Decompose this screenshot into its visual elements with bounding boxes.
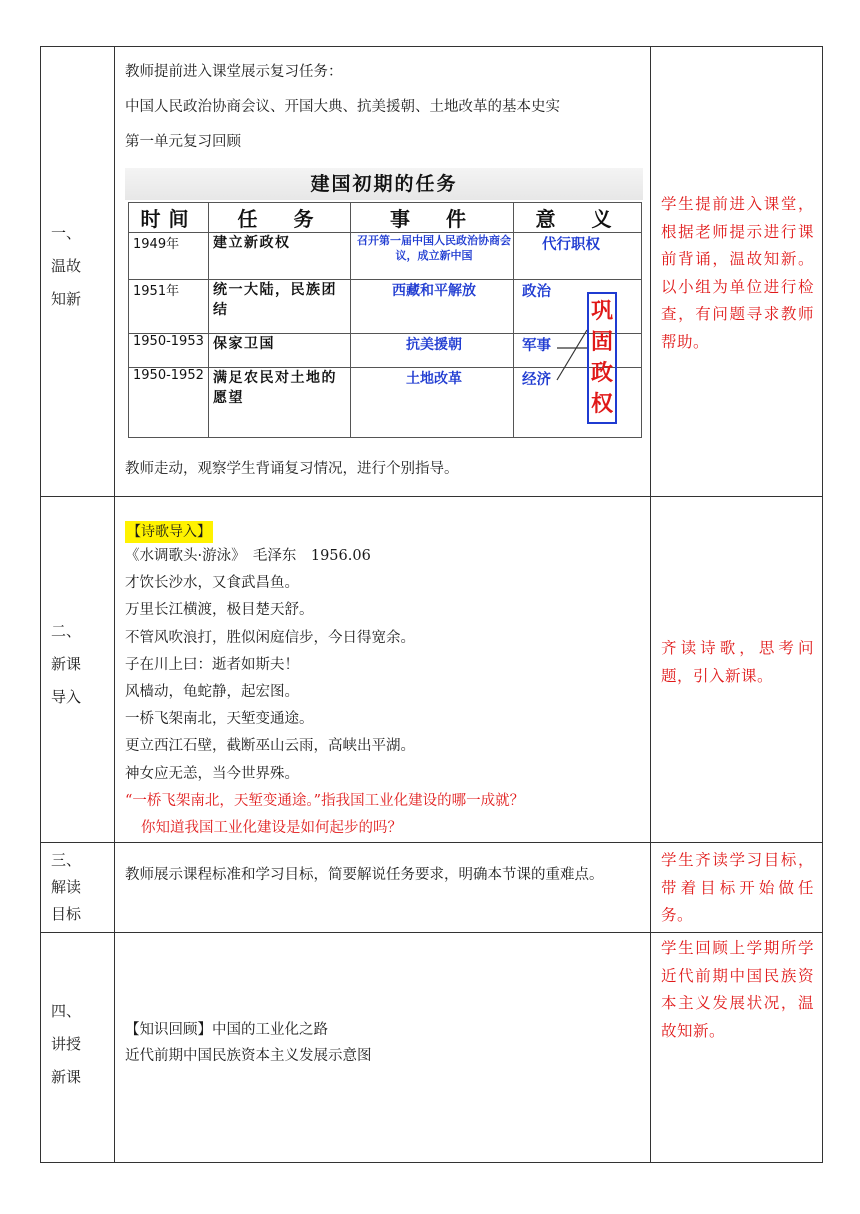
step-number: 四、 xyxy=(51,1002,82,1021)
poem-line: 不管风吹浪打，胜似闲庭信步，今日得宽余。 xyxy=(125,629,415,646)
poem-line: 一桥飞架南北，天堑变通途。 xyxy=(125,711,314,728)
task-cell: 统一大陆，民族团结 xyxy=(209,280,351,334)
poem-line: 神女应无恙，当今世界殊。 xyxy=(125,765,299,782)
step-title-line1: 讲授 xyxy=(51,1035,82,1054)
step-cell xyxy=(41,933,115,1163)
meaning-cell: 代行职权 xyxy=(514,233,642,280)
meaning-cell: 军事 xyxy=(514,334,642,368)
step-title-line1: 解读 xyxy=(51,878,82,897)
consolidate-power-label xyxy=(587,292,617,424)
step-title-line2: 知新 xyxy=(51,290,82,308)
teacher-text: 第一单元复习回顾 xyxy=(125,134,241,150)
student-activity-cell xyxy=(651,47,823,497)
teacher-activity-cell xyxy=(115,843,651,933)
consolidate-text: 巩固政权 xyxy=(590,299,613,417)
section-lecture-row xyxy=(41,933,823,1163)
student-text: 齐读诗歌，思考问题，引入新课。 xyxy=(661,639,814,685)
step-cell xyxy=(41,497,115,843)
poem-line: 子在川上曰：逝者如斯夫！ xyxy=(125,656,299,673)
event-cell: 土地改革 xyxy=(351,368,514,438)
step-title-line2: 目标 xyxy=(51,905,82,924)
question-line: 你知道我国工业化建设是如何起步的吗？ xyxy=(141,820,402,837)
teacher-text: 教师展示课程标准和学习目标，简要解说任务要求，明确本节课的重难点。 xyxy=(125,867,604,884)
event-cell: 召开第一届中国人民政治协商会议，成立新中国 xyxy=(351,233,514,280)
task-cell: 满足农民对土地的愿望 xyxy=(209,368,351,438)
meaning-cell: 政治 xyxy=(514,280,642,334)
student-text: 学生提前进入课堂，根据老师提示进行课前背诵，温故知新。以小组为单位进行检查，有问题寻求教师帮助。 xyxy=(661,195,814,351)
step-number: 二、 xyxy=(51,622,82,640)
step-cell xyxy=(41,47,115,497)
step-number: 一、 xyxy=(51,224,82,242)
step-cell xyxy=(41,843,115,933)
student-activity-cell xyxy=(651,933,823,1163)
student-text: 学生回顾上学期所学近代前期中国民族资本主义发展状况，温故知新。 xyxy=(661,939,814,1040)
student-activity-cell xyxy=(651,843,823,933)
poem-line: 更立西江石壁，截断巫山云雨，高峡出平湖。 xyxy=(125,738,415,755)
task-header: 意 义 xyxy=(514,203,642,233)
task-header: 任 务 xyxy=(209,203,351,233)
step-number: 三、 xyxy=(51,851,82,870)
teacher-activity-cell xyxy=(115,47,651,497)
teacher-activity-cell xyxy=(115,933,651,1163)
task-header: 事 件 xyxy=(351,203,514,233)
time-cell: 1951年 xyxy=(129,280,209,334)
time-cell: 1950-1953 xyxy=(129,334,209,368)
event-cell: 抗美援朝 xyxy=(351,334,514,368)
table-row xyxy=(129,334,642,368)
time-cell: 1949年 xyxy=(129,233,209,280)
teacher-activity-cell xyxy=(115,497,651,843)
review-task-image xyxy=(125,168,643,440)
knowledge-review-title: 【知识回顾】中国的工业化之路 xyxy=(125,1022,328,1039)
task-cell: 保家卫国 xyxy=(209,334,351,368)
review-image-title: 建国初期的任务 xyxy=(125,168,643,200)
table-row xyxy=(129,233,642,280)
meaning-cell: 经济 xyxy=(514,368,642,438)
section-objective-row xyxy=(41,843,823,933)
poem-block xyxy=(115,543,650,842)
section-intro-row xyxy=(41,497,823,843)
teacher-text: 中国人民政治协商会议、开国大典、抗美援朝、土地改革的基本史实 xyxy=(125,99,560,115)
poem-line: 万里长江横渡，极目楚天舒。 xyxy=(125,602,314,619)
table-row xyxy=(129,368,642,438)
poem-line: 才饮长沙水，又食武昌鱼。 xyxy=(125,575,299,592)
student-text: 学生齐读学习目标，带着目标开始做任务。 xyxy=(661,851,814,925)
student-activity-cell xyxy=(651,497,823,843)
task-header: 时间 xyxy=(129,203,209,233)
poem-intro-tag: 【诗歌导入】 xyxy=(125,521,213,543)
diagram-caption: 近代前期中国民族资本主义发展示意图 xyxy=(125,1048,372,1065)
event-cell: 西藏和平解放 xyxy=(351,280,514,334)
task-table xyxy=(128,202,642,438)
teacher-text: 教师提前进入课堂展示复习任务： xyxy=(125,64,343,80)
task-cell: 建立新政权 xyxy=(209,233,351,280)
poem-line: 风樯动，龟蛇静，起宏图。 xyxy=(125,684,299,701)
step-title-line2: 导入 xyxy=(51,688,82,706)
question-line: “一桥飞架南北，天堑变通途。”指我国工业化建设的哪一成就？ xyxy=(125,792,525,809)
table-row xyxy=(129,280,642,334)
poem-line: 《水调歌头·游泳》 毛泽东 1956.06 xyxy=(125,548,371,564)
step-title-line1: 新课 xyxy=(51,655,82,673)
teacher-text: 教师走动，观察学生背诵复习情况，进行个别指导。 xyxy=(125,461,459,477)
time-cell: 1950-1952 xyxy=(129,368,209,438)
step-title-line2: 新课 xyxy=(51,1068,82,1087)
lesson-plan-table xyxy=(40,46,823,1163)
step-title-line1: 温故 xyxy=(51,257,82,275)
section-review-row xyxy=(41,47,823,497)
